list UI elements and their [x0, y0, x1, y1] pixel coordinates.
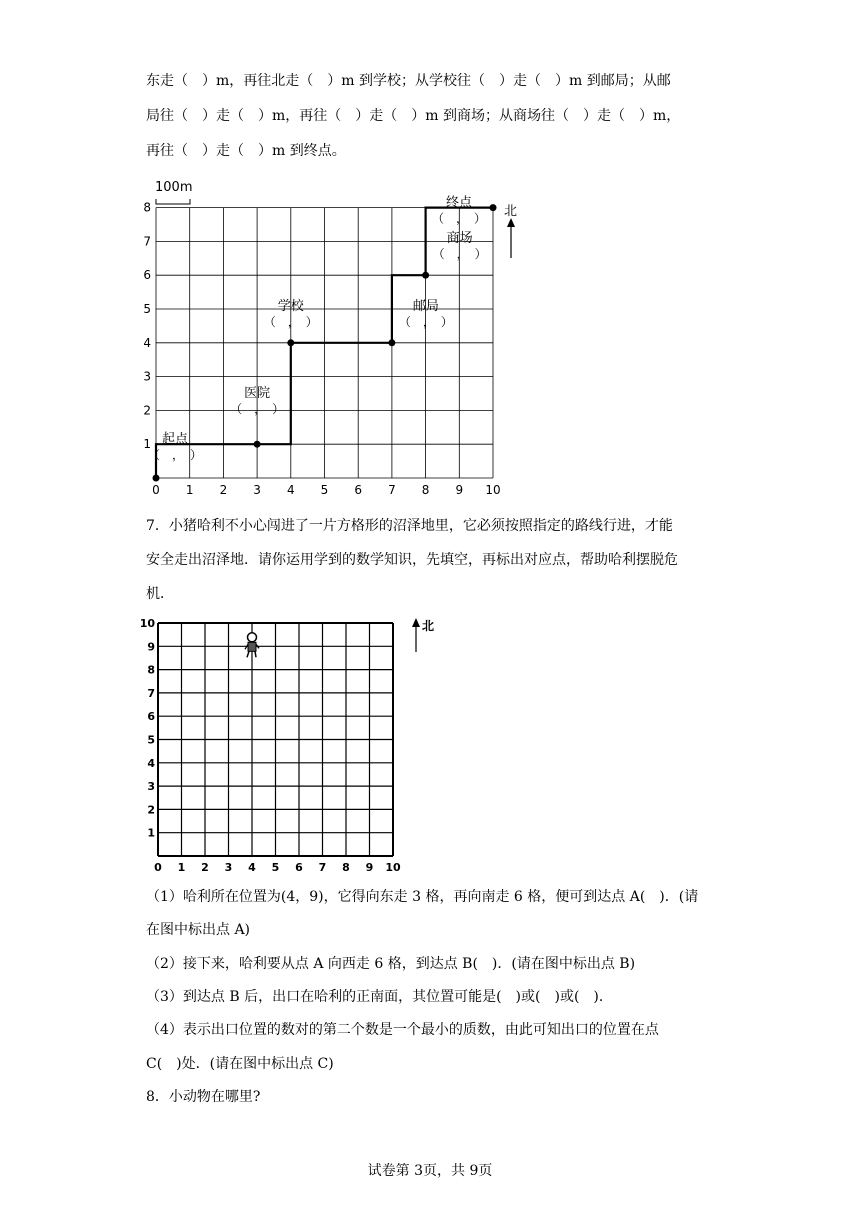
x-tick-label: 5 [320, 483, 329, 497]
x-tick-label: 8 [342, 861, 350, 874]
y-tick-label: 7 [143, 234, 151, 249]
x-tick-label: 1 [185, 483, 194, 497]
y-tick-label: 2 [143, 403, 151, 418]
point-label: 商场 [446, 231, 473, 247]
x-tick-label: 0 [154, 861, 162, 874]
q3-line: （3）到达点 B 后，出口在哈利的正南面，其位置可能是( )或( )或( )． [146, 989, 613, 1005]
point-blank: （ ， ） [431, 211, 487, 226]
y-tick-label: 4 [147, 756, 155, 770]
question-7 [146, 509, 716, 611]
x-tick-label: 1 [177, 861, 186, 874]
x-tick-label: 4 [286, 483, 295, 497]
q7-line-2: 安全走出沼泽地．请你运用学到的数学知识，先填空，再标出对应点，帮助哈利摆脱危 [146, 552, 678, 568]
y-tick-label: 8 [143, 200, 151, 215]
arrow-up-icon [412, 618, 420, 627]
intro-line-3: 再往（ ）走（ ）m 到终点。 [146, 143, 346, 159]
y-tick-label: 3 [147, 780, 155, 794]
x-tick-label: 6 [354, 483, 363, 497]
q2-line: （2）接下来，哈利要从点 A 向西走 6 格，到达点 B( )．(请在图中标出点 B) [146, 956, 636, 972]
route-points [148, 195, 497, 482]
x-tick-label: 10 [485, 483, 501, 497]
route-grid-figure [0, 0, 860, 500]
y-tick-label: 8 [147, 663, 155, 677]
question-8: 8．小动物在哪里? [146, 1089, 261, 1105]
x-tick-label: 10 [385, 861, 401, 874]
x-tick-label: 6 [295, 861, 303, 874]
y-tick-label: 2 [147, 803, 155, 817]
y-tick-label: 1 [147, 826, 155, 840]
x-tick-label: 4 [248, 861, 256, 874]
north-arrow [504, 204, 517, 258]
point-dot [490, 204, 497, 211]
y-tick-label: 4 [143, 335, 151, 350]
x-tick-label: 7 [318, 861, 327, 874]
y-tick-label: 6 [147, 710, 155, 724]
point-label: 学校 [277, 298, 304, 314]
scale-label: 100m [155, 180, 193, 195]
point-dot [254, 441, 261, 448]
q4-line-1: （4）表示出口位置的数对的第二个数是一个最小的质数，由此可知出口的位置在点 [146, 1022, 659, 1038]
point-blank: （ ， ） [147, 448, 203, 462]
route-x-ticks [152, 483, 500, 497]
x-tick-label: 5 [271, 861, 280, 874]
x-tick-label: 9 [365, 861, 374, 874]
q4-line-2: C( )处．(请在图中标出点 C) [146, 1056, 334, 1072]
point-邮局 [388, 298, 453, 347]
point-dot [287, 339, 294, 346]
page-footer: 试卷第 3页，共 9页 [367, 1163, 493, 1179]
point-商场 [422, 230, 487, 279]
north-label-2: 北 [422, 619, 435, 633]
arrow-up-icon [507, 218, 515, 227]
x-tick-label: 7 [388, 483, 396, 497]
y-tick-label: 1 [143, 437, 151, 452]
point-label: 终点 [445, 195, 473, 211]
x-tick-label: 2 [201, 861, 209, 874]
q1-line-1: （1）哈利所在位置为(4，9)，它得向东走 3 格，再向南走 6 格，便可到达点 A( )．(请 [146, 889, 699, 905]
swamp-grid-figure [0, 600, 860, 880]
point-blank: （ ， ） [263, 314, 318, 329]
x-tick-label: 0 [152, 483, 160, 497]
intro-line-1: 东走（ ）m，再往北走（ ）m 到学校；从学校往（ ）走（ ）m 到邮局；从邮 [146, 73, 671, 89]
point-dot [153, 475, 160, 482]
point-blank: （ ， ） [230, 402, 285, 417]
y-tick-label: 10 [139, 617, 155, 630]
point-dot [388, 339, 395, 346]
route-y-ticks [143, 201, 151, 452]
swamp-y-ticks [140, 617, 156, 840]
point-label: 起点 [161, 432, 189, 447]
q7-line-1: 7．小猪哈利不小心闯进了一片方格形的沼泽地里，它必须按照指定的路线行进，才能 [146, 518, 673, 534]
point-label: 医院 [244, 386, 271, 402]
y-tick-label: 3 [143, 369, 151, 384]
q7-line-3: 机． [146, 586, 174, 602]
x-tick-label: 3 [224, 861, 233, 874]
y-tick-label: 9 [147, 640, 155, 654]
y-tick-label: 7 [147, 686, 155, 700]
y-tick-label: 5 [147, 733, 155, 747]
point-终点 [432, 195, 497, 226]
point-dot [422, 272, 429, 279]
north-arrow-2 [412, 618, 434, 652]
point-label: 邮局 [412, 298, 439, 314]
point-blank: （ ， ） [398, 314, 453, 329]
intro-line-2: 局往（ ）走（ ）m，再往（ ）走（ ）m 到商场；从商场往（ ）走（ ）m， [146, 108, 681, 124]
y-tick-label: 6 [143, 268, 151, 283]
swamp-grid-lines [158, 623, 393, 856]
north-label: 北 [504, 204, 518, 219]
x-tick-label: 9 [455, 483, 464, 497]
x-tick-label: 3 [253, 483, 261, 497]
q1-line-2: 在图中标出点 A) [146, 922, 251, 938]
scale-bar [155, 180, 192, 204]
x-tick-label: 8 [421, 483, 430, 497]
x-tick-label: 2 [219, 483, 228, 497]
y-tick-label: 5 [143, 302, 151, 316]
swamp-x-ticks [154, 861, 401, 874]
point-blank: （ ， ） [432, 247, 487, 262]
